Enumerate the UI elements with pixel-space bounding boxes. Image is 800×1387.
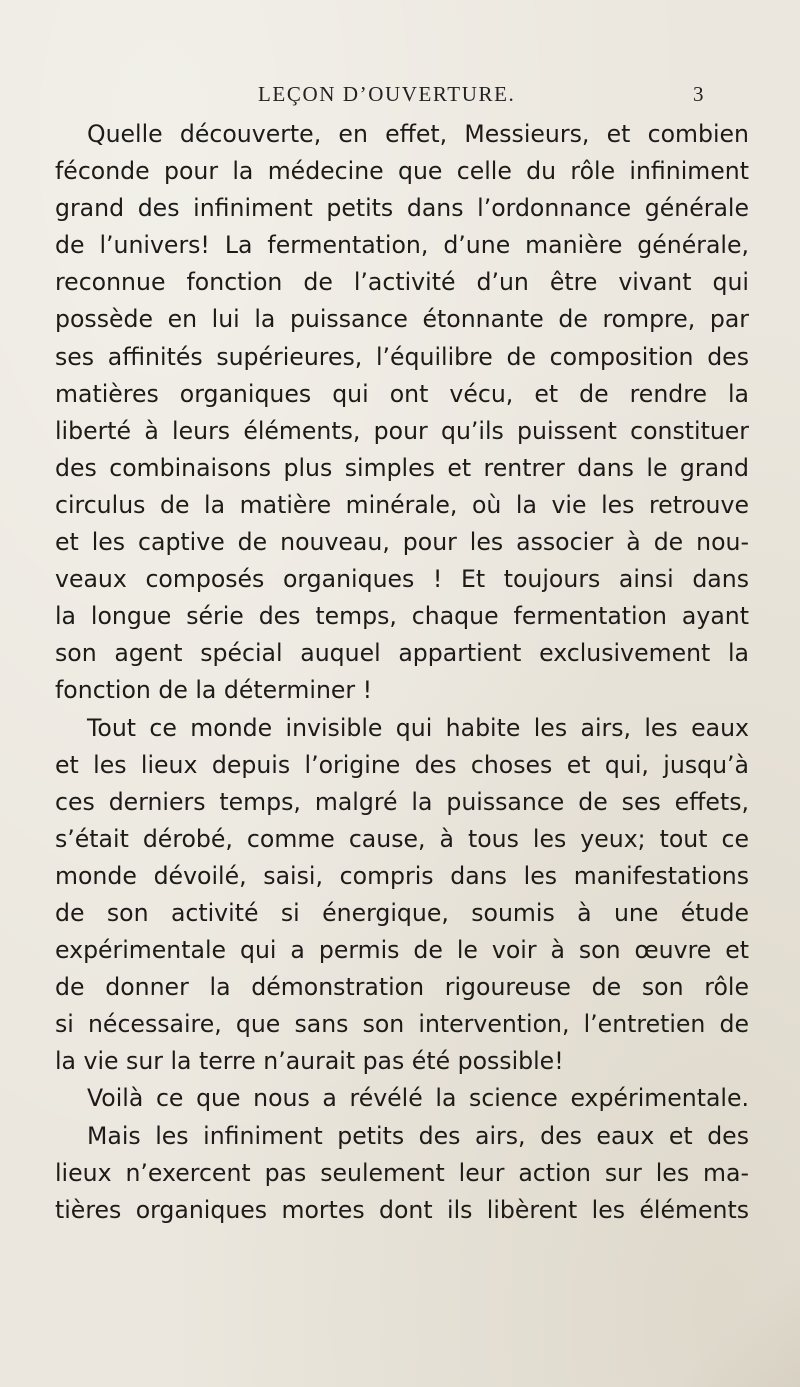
text-line: monde dévoilé, saisi, compris dans les manifestations <box>55 861 749 890</box>
text-line: circulus de la matière minérale, où la vie les retrouve <box>55 490 749 519</box>
text-line: ces derniers temps, malgré la puissance de ses effets, <box>55 787 749 816</box>
text-line: veaux composés organiques ! Et toujours ainsi dans <box>55 565 749 594</box>
text-line: son agent spécial auquel appartient exclusivement la <box>55 639 749 668</box>
text-line: et les captive de nouveau, pour les associer à de nou- <box>55 528 749 557</box>
text-line: Tout ce monde invisible qui habite les airs, les eaux <box>87 713 749 742</box>
text-line: des combinaisons plus simples et rentrer dans le grand <box>55 453 749 482</box>
text-line: et les lieux depuis l’origine des choses et qui, jusqu’à <box>55 750 749 779</box>
text-line: Voilà ce que nous a révélé la science expérimentale. <box>87 1084 749 1113</box>
text-line: Quelle découverte, en effet, Messieurs, et combien <box>87 120 749 148</box>
body-text <box>55 116 749 1229</box>
running-title: LEÇON D’OUVERTURE. <box>258 82 516 106</box>
text-line: liberté à leurs éléments, pour qu’ils puissent constituer <box>55 416 749 445</box>
text-line: la longue série des temps, chaque fermentation ayant <box>55 602 749 631</box>
text-line: de donner la démonstration rigoureuse de son rôle <box>55 973 749 1002</box>
text-line: ses affinités supérieures, l’équilibre de composition des <box>55 342 749 371</box>
text-line: grand des infiniment petits dans l’ordonnance générale <box>55 194 749 223</box>
text-line: s’était dérobé, comme cause, à tous les yeux; tout ce <box>55 824 749 853</box>
text-line: reconnue fonction de l’activité d’un être vivant qui <box>55 268 749 297</box>
text-line: possède en lui la puissance étonnante de rompre, par <box>55 305 749 334</box>
page-corner-shadow <box>640 1257 800 1387</box>
text-line: tières organiques mortes dont ils libèrent les éléments <box>55 1195 749 1224</box>
text-line: si nécessaire, que sans son intervention, l’entretien de <box>55 1010 749 1039</box>
text-line: féconde pour la médecine que celle du rôle infiniment <box>55 157 749 186</box>
text-line: la vie sur la terre n’aurait pas été possible! <box>55 1047 564 1076</box>
text-line: de l’univers! La fermentation, d’une manière générale, <box>55 231 749 260</box>
text-line: Mais les infiniment petits des airs, des eaux et des <box>87 1121 749 1150</box>
text-line: de son activité si énergique, soumis à une étude <box>55 898 749 927</box>
text-line: matières organiques qui ont vécu, et de rendre la <box>55 379 749 408</box>
text-line: fonction de la déterminer ! <box>55 676 373 705</box>
text-line: expérimentale qui a permis de le voir à son œuvre et <box>55 936 749 965</box>
page-number: 3 <box>693 82 704 106</box>
page-header <box>0 82 800 112</box>
text-line: lieux n’exercent pas seulement leur action sur les ma- <box>55 1158 749 1187</box>
